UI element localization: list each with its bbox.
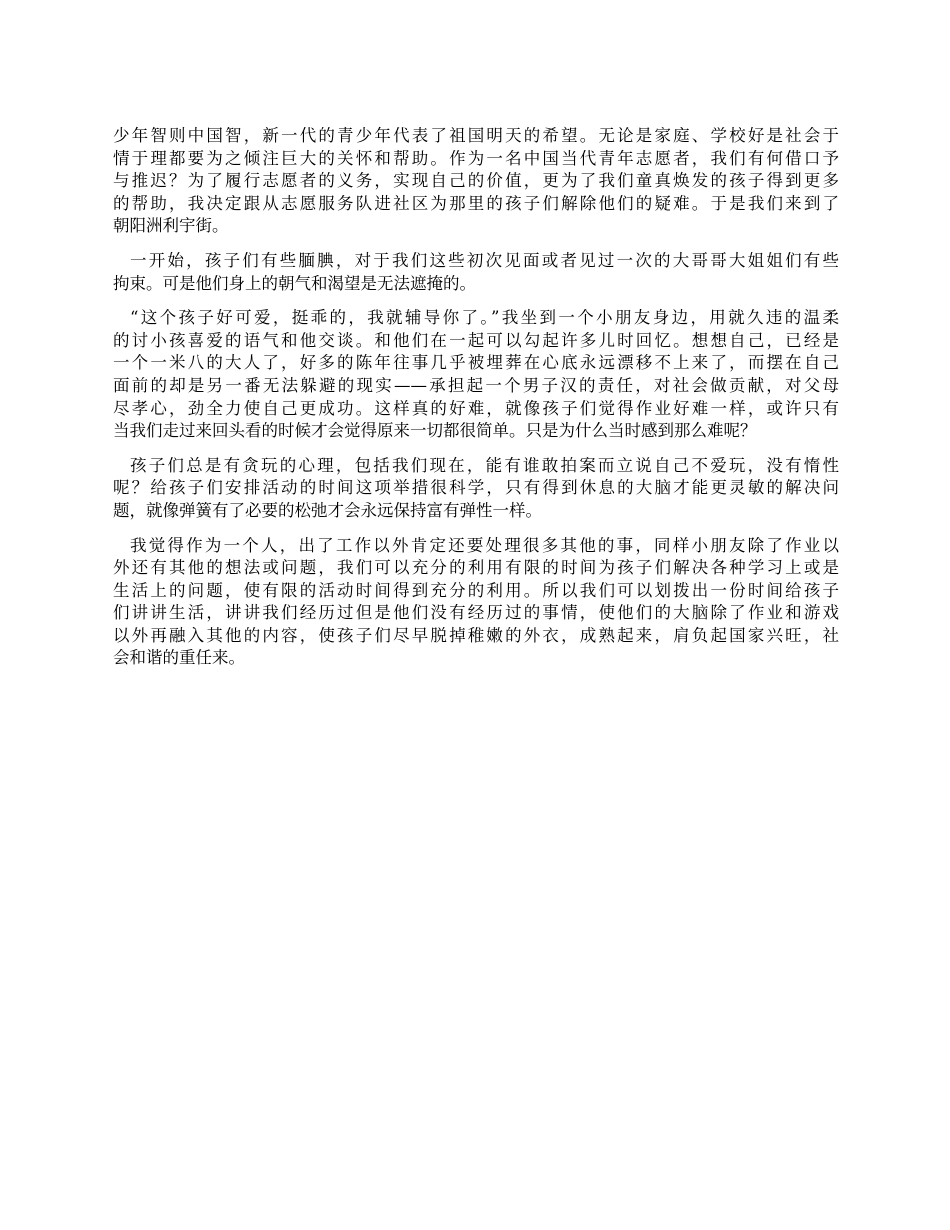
text-line: 的讨小孩喜爱的语气和他交谈。和他们在一起可以勾起许多儿时回忆。想想自己，已经是 [113,330,839,350]
text-line: 当我们走过来回头看的时候才会觉得原来一切都很简单。只是为什么当时感到那么难呢？ [113,421,757,441]
paragraph-5 [113,535,839,671]
paragraph-4 [113,455,839,523]
text-line: 们讲讲生活，讲讲我们经历过但是他们没有经历过的事情，使他们的大脑除了作业和游戏 [113,603,839,623]
text-line: 尽孝心，劲全力使自己更成功。这样真的好难，就像孩子们觉得作业好难一样，或许只有 [113,398,839,418]
text-line: 以外再融入其他的内容，使孩子们尽早脱掉稚嫩的外衣，成熟起来，肩负起国家兴旺，社 [113,625,839,645]
text-line: 生活上的问题，使有限的活动时间得到充分的利用。所以我们可以划拨出一份时间给孩子 [113,580,839,600]
text-line: 与推迟？为了履行志愿者的义务，实现自己的价值，更为了我们童真焕发的孩子得到更多 [113,171,839,191]
paragraph-1 [113,125,839,238]
paragraph-3 [113,307,839,443]
text-line: 面前的却是另一番无法躲避的现实——承担起一个男子汉的责任，对社会做贡献，对父母 [113,375,839,395]
text-line: 拘束。可是他们身上的朝气和渴望是无法遮掩的。 [113,273,476,293]
text-line: “这个孩子好可爱，挺乖的，我就辅导你了。”我坐到一个小朋友身边，用就久违的温柔 [130,308,839,328]
text-line: 一开始，孩子们有些腼腆，对于我们这些初次见面或者见过一次的大哥哥大姐姐们有些 [130,250,839,270]
document-body [113,125,839,682]
text-line: 题，就像弹簧有了必要的松弛才会永远保持富有弹性一样。 [113,500,542,520]
text-line: 会和谐的重任来。 [113,648,245,668]
text-line: 孩子们总是有贪玩的心理，包括我们现在，能有谁敢拍案而立说自己不爱玩，没有惰性 [130,455,839,475]
text-line: 我觉得作为一个人，出了工作以外肯定还要处理很多其他的事，同样小朋友除了作业以 [130,535,839,555]
text-line: 情于理都要为之倾注巨大的关怀和帮助。作为一名中国当代青年志愿者，我们有何借口予 [113,148,839,168]
paragraph-2 [113,250,839,295]
text-line: 呢？给孩子们安排活动的时间这项举措很科学，只有得到休息的大脑才能更灵敏的解决问 [113,478,839,498]
text-line: 的帮助，我决定跟从志愿服务队进社区为那里的孩子们解除他们的疑难。于是我们来到了 [113,193,839,213]
text-line: 少年智则中国智，新一代的青少年代表了祖国明天的希望。无论是家庭、学校好是社会于 [113,126,839,145]
text-line: 朝阳洲利宇街。 [113,216,229,236]
text-line: 一个一米八的大人了，好多的陈年往事几乎被埋葬在心底永远漂移不上来了，而摆在自己 [113,353,839,373]
text-line: 外还有其他的想法或问题，我们可以充分的利用有限的时间为孩子们解决各种学习上或是 [113,558,839,578]
